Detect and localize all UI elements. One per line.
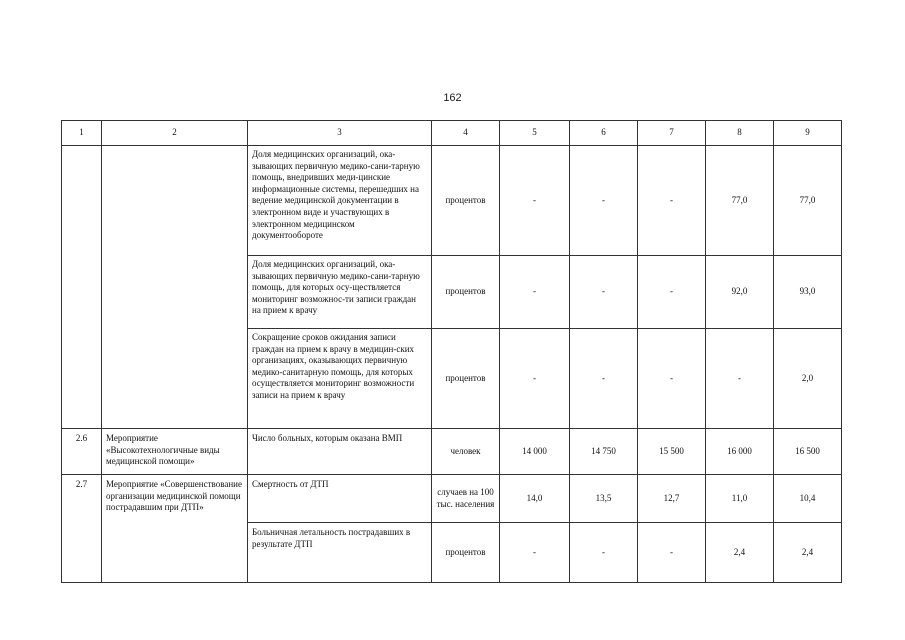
value-cell: 16 500 <box>774 429 842 475</box>
value-cell: - <box>500 523 570 583</box>
number-cell-empty <box>62 146 102 429</box>
value-cell: - <box>570 329 638 429</box>
value-cell: 2,4 <box>706 523 774 583</box>
value-cell: 93,0 <box>774 256 842 329</box>
header-row <box>62 121 842 146</box>
value-cell: 14,0 <box>500 475 570 523</box>
unit-cell: человек <box>432 429 500 475</box>
value-cell: 12,7 <box>638 475 706 523</box>
number-cell: 2.6 <box>62 429 102 475</box>
unit-cell: процентов <box>432 146 500 256</box>
value-cell: - <box>570 256 638 329</box>
table-row <box>62 475 842 523</box>
value-cell: 2,4 <box>774 523 842 583</box>
indicator-cell: Смертность от ДТП <box>248 475 432 523</box>
value-cell: - <box>638 146 706 256</box>
indicator-cell: Больничная летальность пострадавших в результате ДТП <box>248 523 432 583</box>
value-cell: - <box>638 329 706 429</box>
number-cell: 2.7 <box>62 475 102 583</box>
value-cell: - <box>638 523 706 583</box>
indicator-cell: Доля медицинских организаций, ока-зывающих первичную медико-сани-тарную помощь, для которых осу-ществляется мониторинг возможнос-ти записи граждан на прием к врачу <box>248 256 432 329</box>
value-cell: 11,0 <box>706 475 774 523</box>
header-cell: 4 <box>432 121 500 146</box>
value-cell: 92,0 <box>706 256 774 329</box>
value-cell: - <box>638 256 706 329</box>
event-cell: Мероприятие «Совершенствование организации медицинской помощи пострадавшим при ДТП» <box>102 475 248 583</box>
value-cell: 14 000 <box>500 429 570 475</box>
indicator-cell: Доля медицинских организаций, ока-зывающих первичную медико-сани-тарную помощь, внедривших меди-цинские информационные системы, перешедших на ведение медицинской документации в электронном виде и участвующих в электронном медицинском документообороте <box>248 146 432 256</box>
unit-cell: процентов <box>432 523 500 583</box>
event-cell: Мероприятие «Высокотехнологичные виды медицинской помощи» <box>102 429 248 475</box>
value-cell: - <box>500 256 570 329</box>
value-cell: 13,5 <box>570 475 638 523</box>
value-cell: - <box>706 329 774 429</box>
value-cell: - <box>570 523 638 583</box>
header-cell: 1 <box>62 121 102 146</box>
value-cell: - <box>500 329 570 429</box>
indicator-cell: Число больных, которым оказана ВМП <box>248 429 432 475</box>
unit-cell: случаев на 100 тыс. населения <box>432 475 500 523</box>
table-row <box>62 146 842 256</box>
header-cell: 6 <box>570 121 638 146</box>
indicator-cell: Сокращение сроков ожидания записи граждан на прием к врачу в медицин-ских организациях, оказывающих первичную медико-санитарную помощь, для которых осуществляется мониторинг возможности записи на прием к врачу <box>248 329 432 429</box>
header-cell: 5 <box>500 121 570 146</box>
page-number: 162 <box>443 92 462 104</box>
value-cell: 77,0 <box>706 146 774 256</box>
header-cell: 8 <box>706 121 774 146</box>
indicators-table <box>61 120 842 583</box>
header-cell: 9 <box>774 121 842 146</box>
value-cell: 14 750 <box>570 429 638 475</box>
header-cell: 2 <box>102 121 248 146</box>
value-cell: - <box>570 146 638 256</box>
value-cell: 15 500 <box>638 429 706 475</box>
value-cell: 10,4 <box>774 475 842 523</box>
table-row <box>62 429 842 475</box>
unit-cell: процентов <box>432 329 500 429</box>
value-cell: - <box>500 146 570 256</box>
value-cell: 77,0 <box>774 146 842 256</box>
value-cell: 2,0 <box>774 329 842 429</box>
value-cell: 16 000 <box>706 429 774 475</box>
header-cell: 3 <box>248 121 432 146</box>
unit-cell: процентов <box>432 256 500 329</box>
header-cell: 7 <box>638 121 706 146</box>
event-cell-empty <box>102 146 248 429</box>
